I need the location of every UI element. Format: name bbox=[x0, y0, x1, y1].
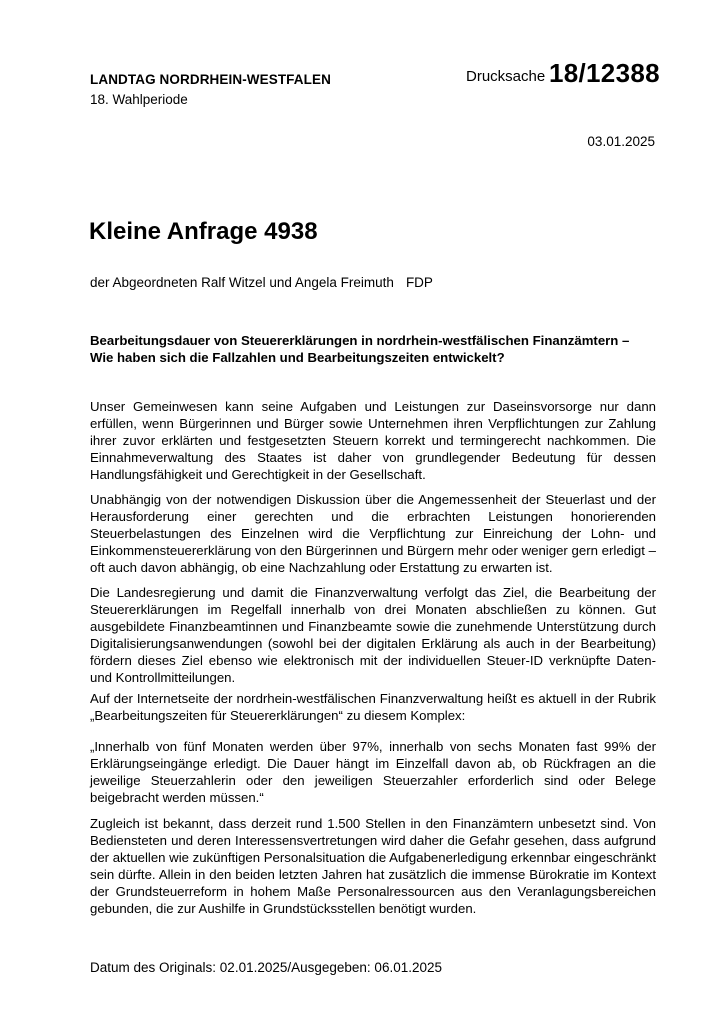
authors-party: FDP bbox=[405, 275, 433, 290]
quoted-paragraph: „Innerhalb von fünf Monaten werden über 97%, innerhalb von sechs Monaten fast 99% der Erklärungseingänge erledigt. Die Dauer hängt im Einzelfall davon ab, ob Rückfragen an die jeweilige Steuerzahlerin oder den jeweiligen Steuerzahler erforderlich sind oder Belege beigebracht werden müssen.“ bbox=[90, 739, 656, 805]
body-paragraph: Unabhängig von der notwendigen Diskussion über die Angemessenheit der Steuerlast und der Herausforderung einer gerechten und die erbrachten Leistungen honorierenden Steuerbelastungen des Einzelnen wird die Verpflichtung zur Einreichung der Lohn- und Einkommensteuererklärung von den Bürgerinnen und Bürgern mehr oder weniger gern erledigt – oft auch davon abhängig, ob eine Nachzahlung oder Erstattung zu erwarten ist. bbox=[90, 492, 656, 575]
authors-line bbox=[90, 275, 433, 290]
page-title: Kleine Anfrage 4938 bbox=[89, 218, 318, 245]
issue-date-footer: Datum des Originals: 02.01.2025/Ausgegeben: 06.01.2025 bbox=[90, 960, 443, 975]
body-paragraph: Zugleich ist bekannt, dass derzeit rund 1.500 Stellen in den Finanzämtern unbesetzt sind. Von Bediensteten und deren Interessensvertretungen wird daher die Gefahr gesehen, dass aufgrund der aktuellen wie zukünftigen Personalsituation die Aufgabenerledigung erkennbar eingeschränkt sein dürfte. Allein in den beiden letzten Jahren hat zusätzlich die immense Bürokratie im Kontext der Grundsteuerreform in hohem Maße Personalressourcen aus den Veranlagungsbereichen gebunden, die zur Aushilfe in Grundstücksstellen benötigt wurden. bbox=[90, 816, 656, 916]
body-paragraph: Auf der Internetseite der nordrhein-westfälischen Finanzverwaltung heißt es aktuell in der Rubrik „Bearbeitungszeiten für Steuererklärungen“ zu diesem Komplex: bbox=[90, 691, 656, 723]
document-type-label: Drucksache bbox=[466, 68, 546, 85]
document-number: 18/12388 bbox=[549, 58, 660, 88]
authors-names: der Abgeordneten Ralf Witzel und Angela Freimuth bbox=[90, 275, 394, 290]
inquiry-subject: Bearbeitungsdauer von Steuererklärungen in nordrhein-westfälischen Finanzämtern – Wie haben sich die Fallzahlen und Bearbeitungszeiten entwickelt? bbox=[90, 333, 630, 365]
body-paragraph: Die Landesregierung und damit die Finanzverwaltung verfolgt das Ziel, die Bearbeitung der Steuererklärungen im Regelfall innerhalb von drei Monaten abschließen zu können. Gut ausgebildete Finanzbeamtinnen und Finanzbeamte sowie die zunehmende Unterstützung durch Digitalisierungsanwendungen (sowohl bei der digitalen Erklärung als auch in der Bearbeitung) fördern dieses Ziel ebenso wie elektronisch mit der individuellen Steuer-ID verknüpfte Daten- und Kontrollmitteilungen. bbox=[90, 585, 656, 685]
parliament-name: LANDTAG NORDRHEIN-WESTFALEN bbox=[90, 72, 331, 87]
document-date: 03.01.2025 bbox=[587, 134, 655, 149]
body-paragraph: Unser Gemeinwesen kann seine Aufgaben und Leistungen zur Daseinsvorsorge nur dann erfüllen, wenn Bürgerinnen und Bürger sowie Unternehmen ihren Verpflichtungen zur Zahlung ihrer zuvor erklärten und festgesetzten Steuern korrekt und termingerecht nachkommen. Die Einnahmeverwaltung des Staates ist daher von grundlegender Bedeutung für dessen Handlungsfähigkeit und Gerechtigkeit in der Gesellschaft. bbox=[90, 399, 656, 482]
electoral-period: 18. Wahlperiode bbox=[90, 92, 188, 107]
